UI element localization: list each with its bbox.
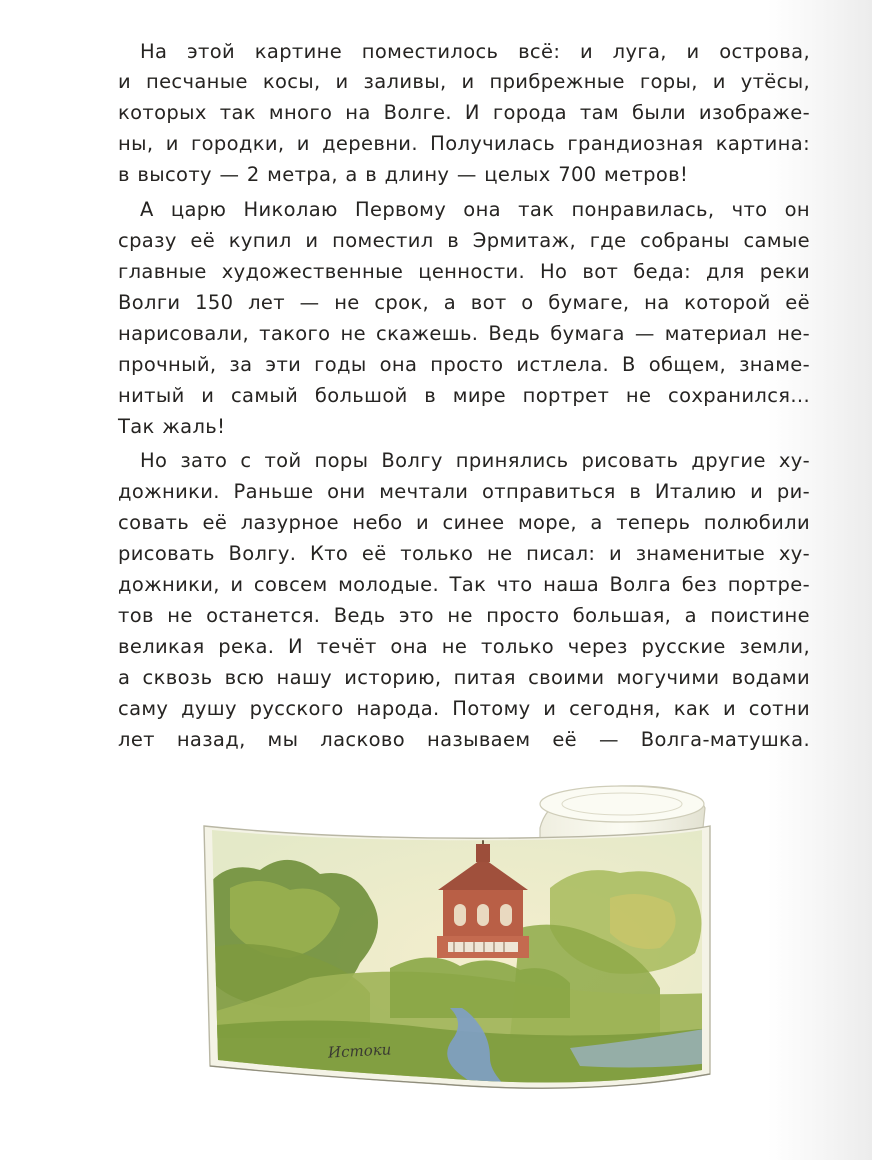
text-line: лет назад, мы ласково называем её — Волга-матушка. [118, 728, 810, 751]
text-line: А царю Николаю Первому она так понравилась, что он [140, 198, 810, 221]
text-line: которых так много на Волге. И города там были изображе- [118, 101, 810, 124]
text-line: нарисовали, такого не скажешь. Ведь бумага — материал не- [118, 322, 810, 345]
scroll-painting-illustration [190, 778, 750, 1138]
text-line: рисовать Волгу. Кто её только не писал: и знаменитые ху- [118, 542, 810, 565]
landscape-painting [190, 818, 750, 1098]
illustration-caption: Истоки [327, 1040, 392, 1062]
text-line: саму душу русского народа. Потому и сегодня, как и сотни [118, 697, 810, 720]
text-line: в высоту — 2 метра, а в длину — целых 700 метров! [118, 163, 689, 186]
text-line: великая река. И течёт она не только через русские земли, [118, 635, 810, 658]
text-line: ны, и городки, и деревни. Получилась грандиозная картина: [118, 132, 810, 155]
text-line: Волги 150 лет — не срок, а вот о бумаге, на которой её [118, 291, 810, 314]
text-line: Но зато с той поры Волгу принялись рисовать другие ху- [140, 449, 810, 472]
text-line: а сквозь всю нашу историю, питая своими могучими водами [118, 666, 810, 689]
text-line: дожники, и совсем молодые. Так что наша Волга без портре- [118, 573, 810, 596]
text-line: дожники. Раньше они мечтали отправиться в Италию и ри- [118, 480, 810, 503]
text-line: На этой картине поместилось всё: и луга, и острова, [140, 40, 810, 63]
text-line: совать её лазурное небо и синее море, а теперь полюбили [118, 511, 810, 534]
text-line: и песчаные косы, и заливы, и прибрежные горы, и утёсы, [118, 70, 810, 93]
text-line: Так жаль! [118, 415, 226, 438]
text-line: сразу её купил и поместил в Эрмитаж, где собраны самые [118, 229, 810, 252]
text-line: нитый и самый большой в мире портрет не сохранился... [118, 384, 810, 407]
text-line: главные художественные ценности. Но вот беда: для реки [118, 260, 810, 283]
text-line: прочный, за эти годы она просто истлела. В общем, знаме- [118, 353, 810, 376]
text-line: тов не останется. Ведь это не просто большая, а поистине [118, 604, 810, 627]
